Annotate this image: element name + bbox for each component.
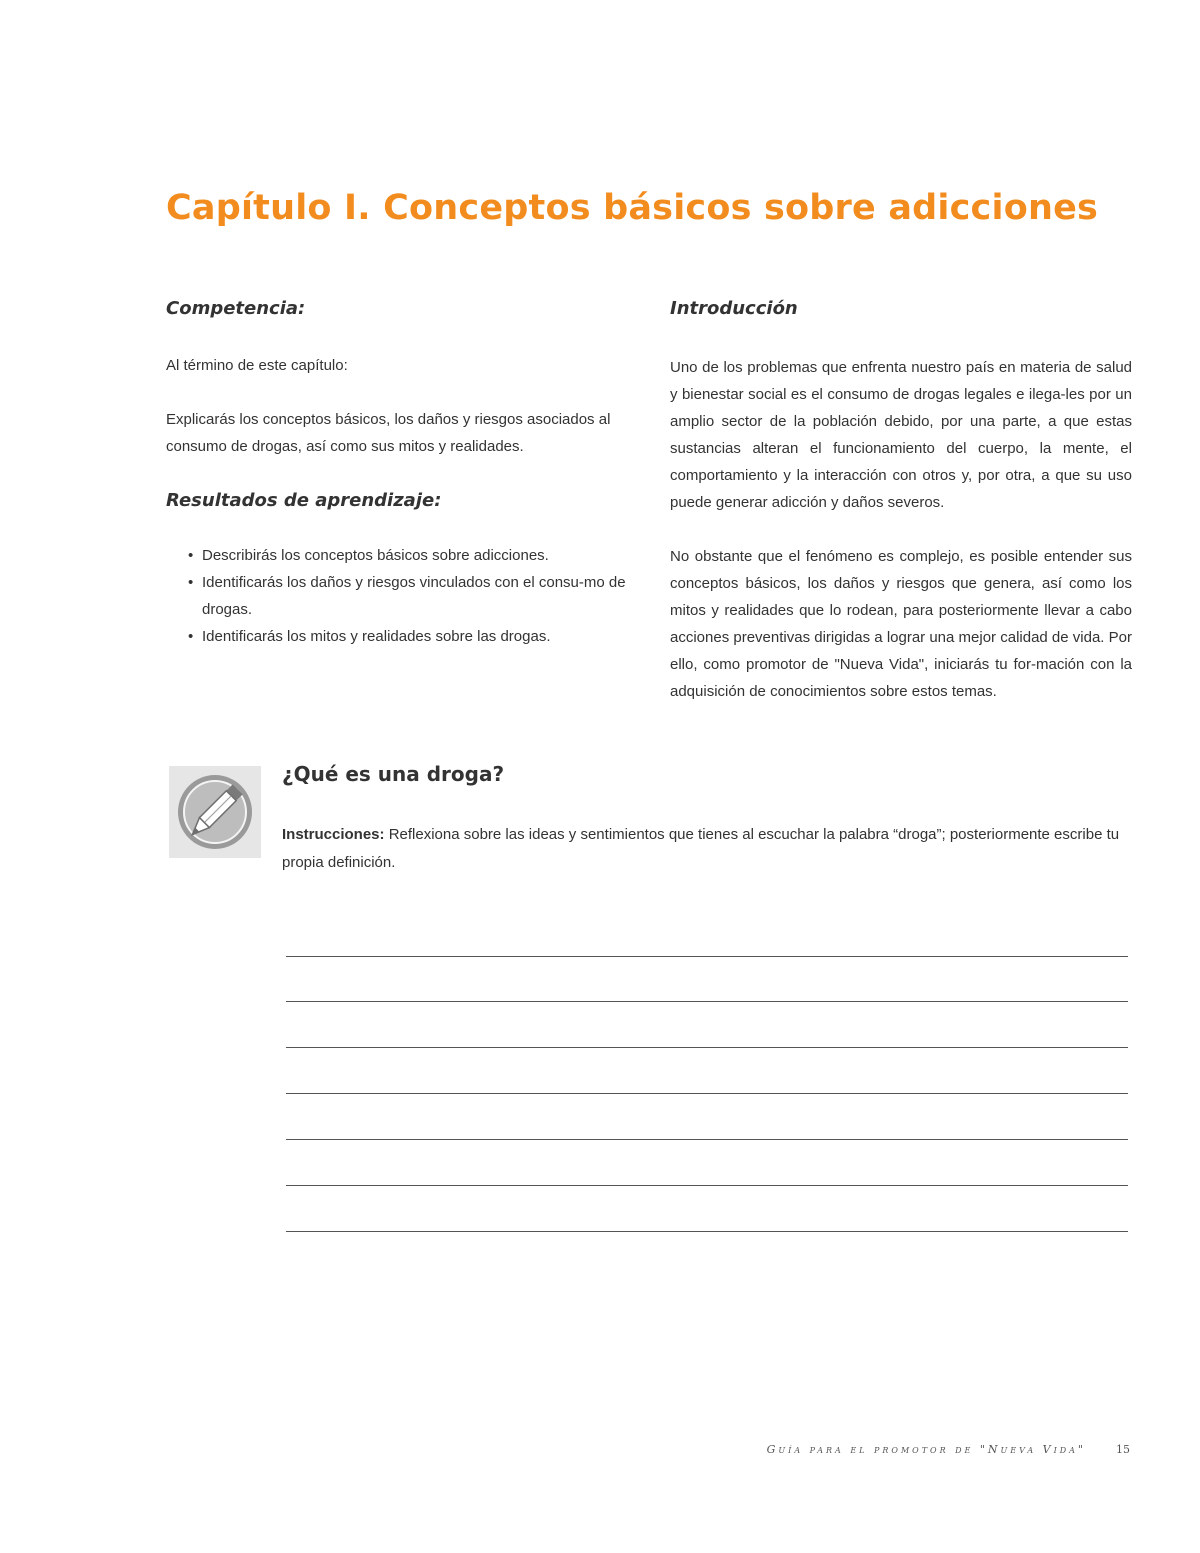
answer-line[interactable] [286,1231,1128,1232]
introduction-paragraph: Uno de los problemas que enfrenta nuestro país en materia de salud y bienestar social es el consumo de drogas legales e ilega-les por un amplio sector de la población debido, por una parte, a que estas sustancias alteran el funcionamiento del cuerpo, la mente, el comportamiento y la interacción con otros y, por otra, a que su uso puede generar adicción y daños severos. [670,359,1132,511]
introduction-column [670,296,1132,705]
introduction-paragraph: No obstante que el fenómeno es complejo, es posible entender sus conceptos básicos, los daños y riesgos que genera, así como los mitos y realidades que lo rodean, para posteriormente llevar a cabo acciones preventivas dirigidas a lograr una mejor calidad de vida. Por ello, como promotor de "Nueva Vida", iniciarás tu for-mación con la adquisición de conocimientos sobre estos temas. [670,548,1132,700]
page-footer [700,1443,1130,1456]
list-item: • Identificarás los mitos y realidades sobre las drogas. [188,628,551,645]
learning-outcomes-list [166,542,630,650]
competency-text: Explicarás los conceptos básicos, los daños y riesgos asociados al consumo de drogas, así como sus mitos y realidades. [166,411,611,455]
list-item: • Identificarás los daños y riesgos vinculados con el consu-mo de drogas. [188,574,626,618]
answer-line[interactable] [286,1001,1128,1002]
page-number: 15 [1116,1443,1130,1456]
answer-line[interactable] [286,956,1128,957]
instructions-text: Reflexiona sobre las ideas y sentimientos que tienes al escuchar la palabra “droga”; posteriormente escribe tu propia definición. [282,826,1120,871]
introduction-heading: Introducción [670,298,798,319]
footer-guide-title: Guía para el promotor de "Nueva Vida" [766,1443,1086,1456]
answer-line[interactable] [286,1047,1128,1048]
competency-lead: Al término de este capítulo: [166,357,348,374]
instructions-label: Instrucciones: [282,826,385,843]
activity-title: ¿Qué es una droga? [282,762,505,786]
competency-heading: Competencia: [166,298,306,319]
chapter-title: Capítulo I. Conceptos básicos sobre adicciones [166,188,1099,228]
answer-line[interactable] [286,1185,1128,1186]
learning-outcomes-heading: Resultados de aprendizaje: [166,490,442,511]
activity-instructions [282,821,1132,877]
list-item: • Describirás los conceptos básicos sobre adicciones. [188,547,549,564]
answer-line[interactable] [286,1093,1128,1094]
pencil-icon [169,766,261,858]
answer-line[interactable] [286,1139,1128,1140]
competency-column [166,296,630,650]
